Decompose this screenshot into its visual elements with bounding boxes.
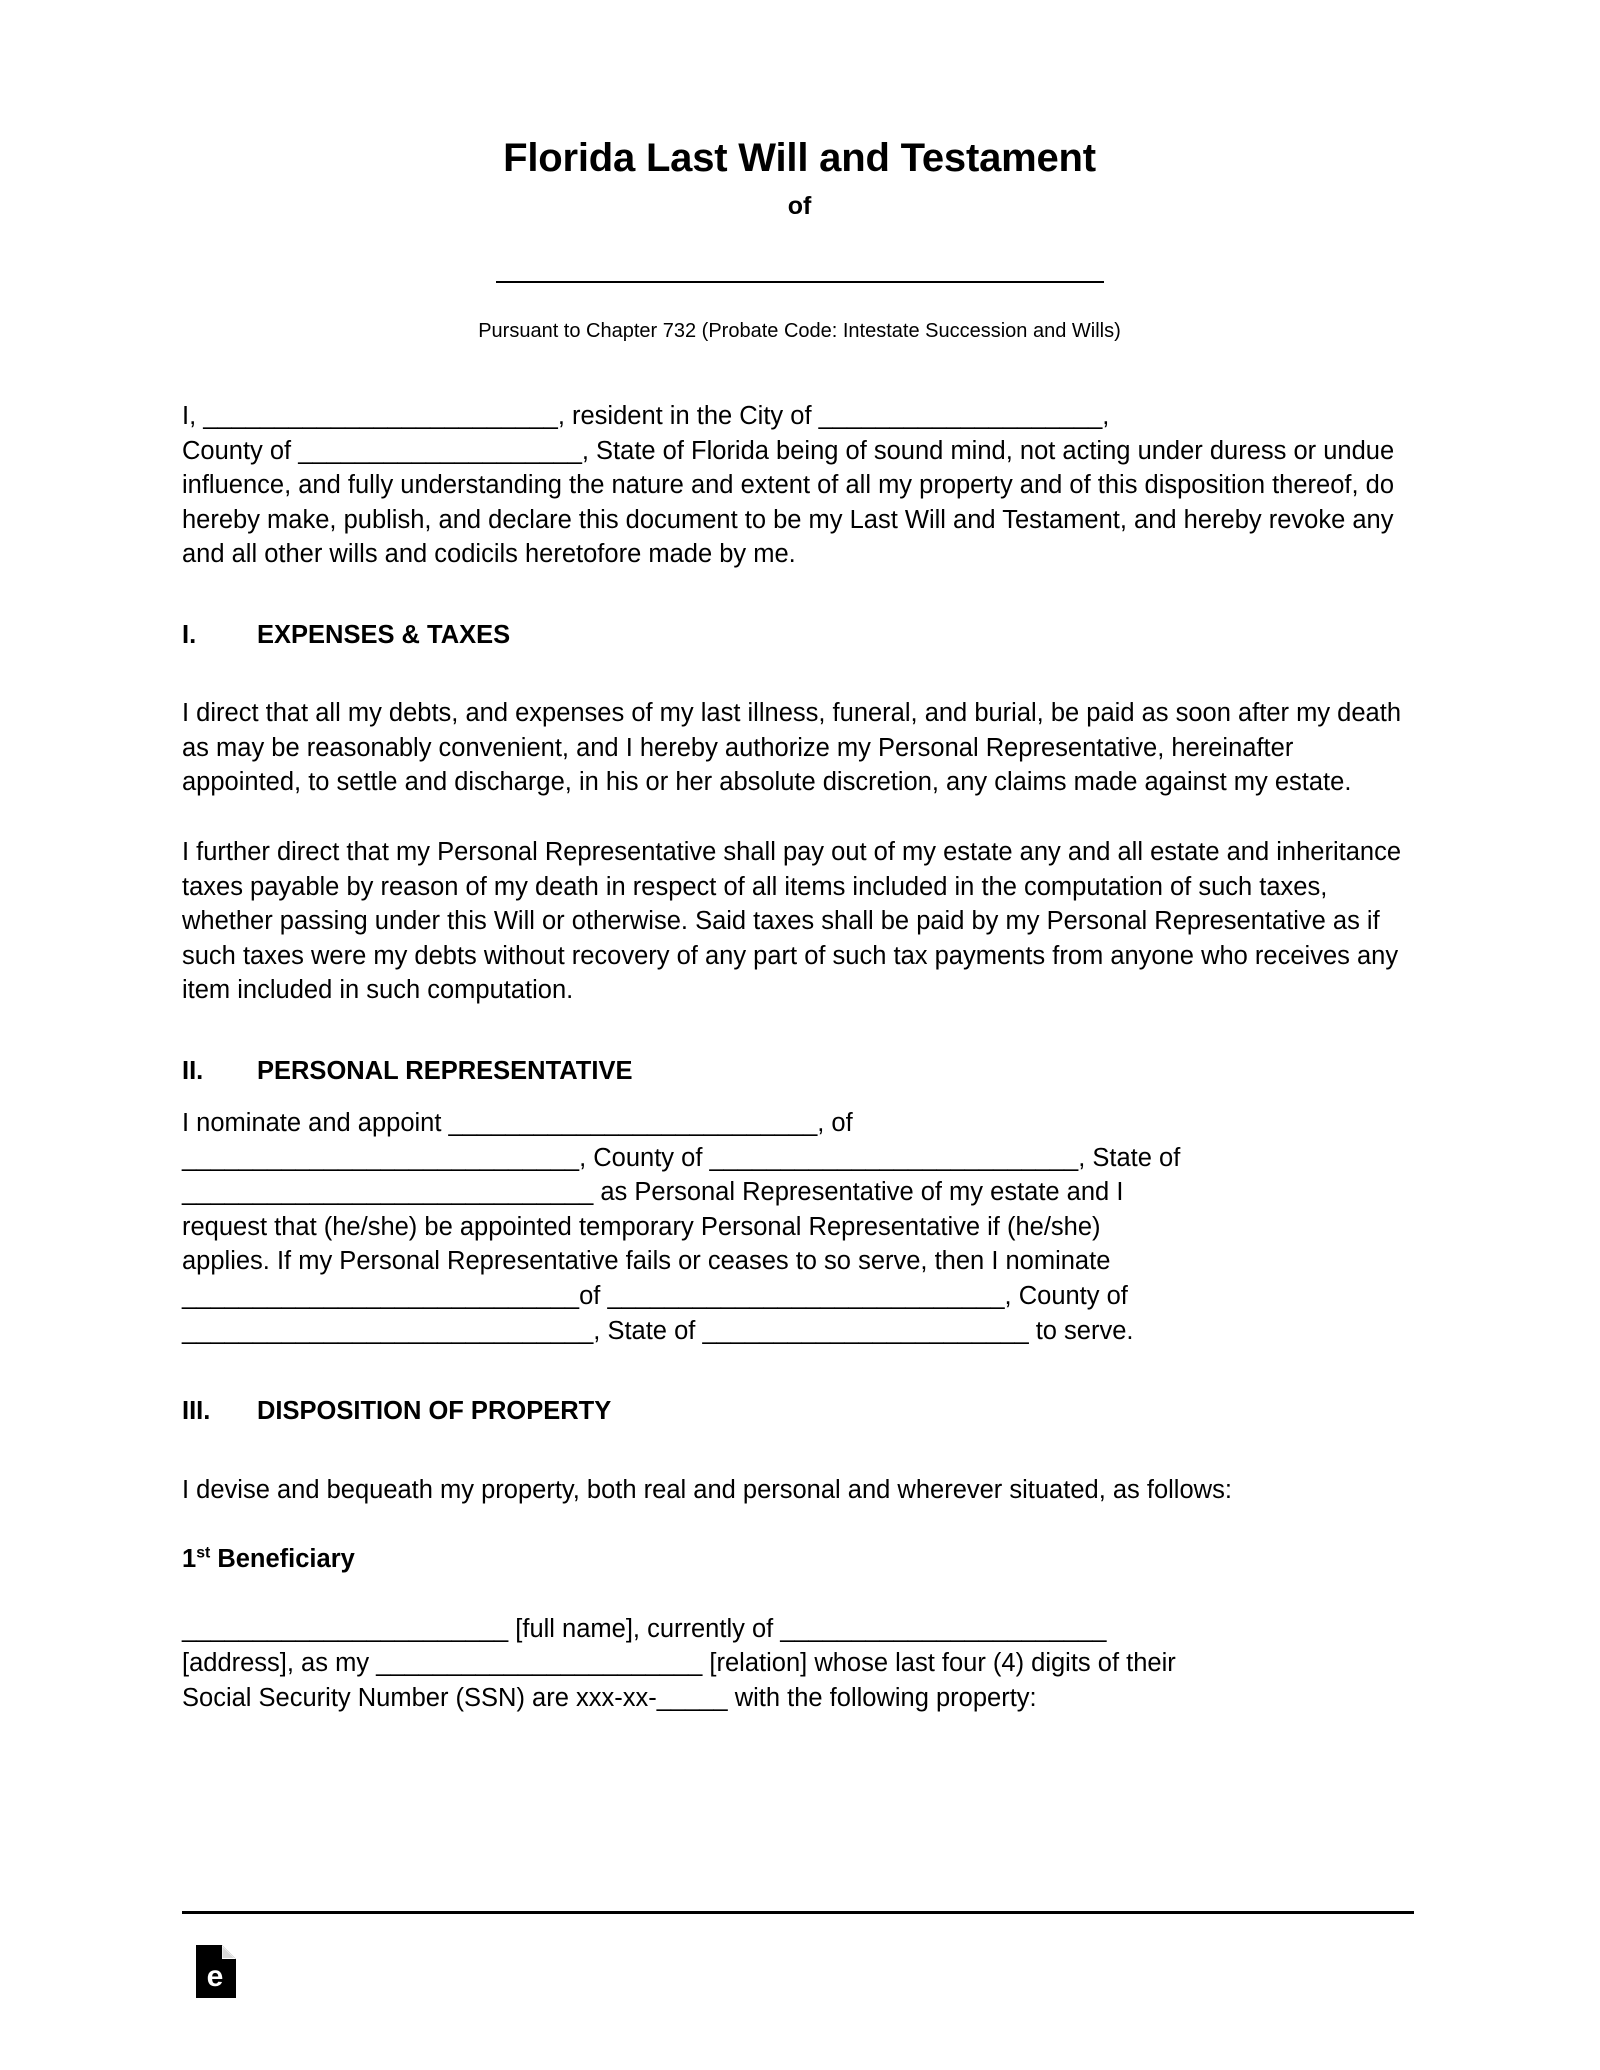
section-title-iii: DISPOSITION OF PROPERTY xyxy=(257,1397,612,1426)
intro-resident-label: , resident in the City of xyxy=(557,402,819,431)
pr-state-field[interactable]: _____________________________ xyxy=(182,1178,594,1207)
testator-name-blank-wrap xyxy=(182,270,1417,288)
beneficiary-relation-label: [relation] whose last four (4) digits of their xyxy=(702,1649,1176,1678)
statute-reference: Pursuant to Chapter 732 (Probate Code: Intestate Succession and Wills) xyxy=(478,320,1121,343)
spacer xyxy=(182,1577,1417,1612)
eforms-document-logo xyxy=(196,1945,236,1998)
pr-request-line: request that (he/she) be appointed temporary Personal Representative if (he/she) xyxy=(182,1212,1101,1241)
beneficiary-ssn-field[interactable]: _____ xyxy=(656,1683,728,1712)
pr-name-field[interactable]: __________________________ xyxy=(448,1109,818,1138)
spacer xyxy=(182,1429,1417,1473)
page-title: Florida Last Will and Testament xyxy=(503,136,1096,180)
logo-letter-e: e xyxy=(206,1960,224,1993)
alt-pr-state-label: , State of xyxy=(593,1316,703,1345)
section-heading-expenses-taxes xyxy=(182,618,1417,653)
beneficiary-paragraph xyxy=(182,1612,1417,1716)
testator-name-blank[interactable] xyxy=(496,280,1104,283)
spacer xyxy=(182,1088,1417,1106)
intro-county-label: County of xyxy=(182,436,299,465)
spacer xyxy=(182,1008,1417,1054)
pr-of-label: , of xyxy=(817,1109,853,1138)
title-of-label: of xyxy=(787,191,812,220)
document-page-icon xyxy=(196,1945,236,1998)
alt-pr-state-field[interactable]: _______________________ xyxy=(702,1316,1029,1345)
spacer xyxy=(182,652,1417,696)
section-heading-disposition-of-property xyxy=(182,1394,1417,1429)
beneficiary-label-text: Beneficiary xyxy=(210,1545,355,1574)
section-numeral-i: I. xyxy=(182,620,197,649)
beneficiary-fullname-label: [full name], currently of xyxy=(508,1614,781,1643)
beneficiary-ordinal-suffix: st xyxy=(196,1544,211,1562)
beneficiary-name-field[interactable]: _______________________ xyxy=(182,1614,509,1643)
footer-divider xyxy=(182,1911,1414,1914)
alt-pr-serve-label: to serve. xyxy=(1028,1316,1134,1345)
intro-comma: , xyxy=(1102,402,1110,431)
alt-pr-county-label: , County of xyxy=(1004,1281,1128,1310)
spacer xyxy=(182,1507,1417,1542)
testator-name-field[interactable]: _________________________ xyxy=(203,402,558,431)
section-title-i: EXPENSES & TAXES xyxy=(257,620,511,649)
spacer xyxy=(182,800,1417,835)
title-block xyxy=(182,0,1417,344)
beneficiary-ssn-label: Social Security Number (SSN) are xxx-xx- xyxy=(182,1683,657,1712)
expenses-paragraph-2: I further direct that my Personal Representative shall pay out of my estate any and all estate and inheritance taxes payable by reason of my death in respect of all items included in the computation of such taxes, whether passing under this Will or otherwise. Said taxes shall be paid by my Personal Representative as if such taxes were my debts without recovery of any part of such tax payments from anyone who receives any item included in such computation. xyxy=(182,837,1402,1005)
section-numeral-ii: II. xyxy=(182,1056,204,1085)
personal-representative-paragraph xyxy=(182,1106,1417,1348)
spacer xyxy=(182,1348,1417,1394)
document-content xyxy=(182,0,1417,1715)
intro-state-label: , State of Florida being of sound mind, not acting xyxy=(581,436,1131,465)
pr-nominate-label: I nominate and appoint xyxy=(182,1109,449,1138)
alt-pr-county-field[interactable]: _____________________________ xyxy=(182,1316,594,1345)
section-title-ii: PERSONAL REPRESENTATIVE xyxy=(257,1056,633,1085)
beneficiary-ordinal-number: 1 xyxy=(182,1545,197,1574)
intro-paragraph xyxy=(182,399,1417,572)
spacer xyxy=(182,572,1417,618)
beneficiary-address-field[interactable]: _______________________ xyxy=(780,1614,1107,1643)
intro-i-label: I, xyxy=(182,402,204,431)
section-heading-personal-representative xyxy=(182,1054,1417,1089)
beneficiary-property-label: with the following property: xyxy=(727,1683,1037,1712)
pr-county-label: , County of xyxy=(579,1143,710,1172)
city-field[interactable]: ____________________ xyxy=(818,402,1103,431)
beneficiary-address-label: [address], as my xyxy=(182,1649,377,1678)
pr-as-representative-label: as Personal Representative of my estate and I xyxy=(593,1178,1124,1207)
section-numeral-iii: III. xyxy=(182,1397,211,1426)
pr-county-field[interactable]: __________________________ xyxy=(709,1143,1079,1172)
alt-pr-name-field[interactable]: ____________________________ xyxy=(182,1281,580,1310)
intro-rest-text: under duress or undue influence, and fully understanding the nature and extent of all my property and of this disposition thereof, do hereby make, publish, and declare this document to be my Last Will and Testament, and hereby revoke any and all other wills and codicils heretofore made by me. xyxy=(182,436,1395,569)
alt-pr-of-label: of xyxy=(579,1281,608,1310)
pr-city-field[interactable]: ____________________________ xyxy=(182,1143,580,1172)
pr-state-label: , State of xyxy=(1078,1143,1181,1172)
expenses-paragraph-1: I direct that all my debts, and expenses of my last illness, funeral, and burial, be paid as soon after my death as may be reasonably convenient, and I hereby authorize my Personal Representative, hereinafter appointed, to settle and discharge, in his or her absolute discretion, any claims made against my estate. xyxy=(182,699,1401,797)
disposition-lead-paragraph: I devise and bequeath my property, both real and personal and wherever situated, as follows: xyxy=(182,1475,1232,1504)
county-field[interactable]: ____________________ xyxy=(298,436,582,465)
alt-pr-city-field[interactable]: ____________________________ xyxy=(607,1281,1005,1310)
beneficiary-relation-field[interactable]: _______________________ xyxy=(376,1649,703,1678)
beneficiary-heading xyxy=(182,1542,1417,1577)
pr-applies-line: applies. If my Personal Representative fails or ceases to so serve, then I nominate xyxy=(182,1247,1111,1276)
